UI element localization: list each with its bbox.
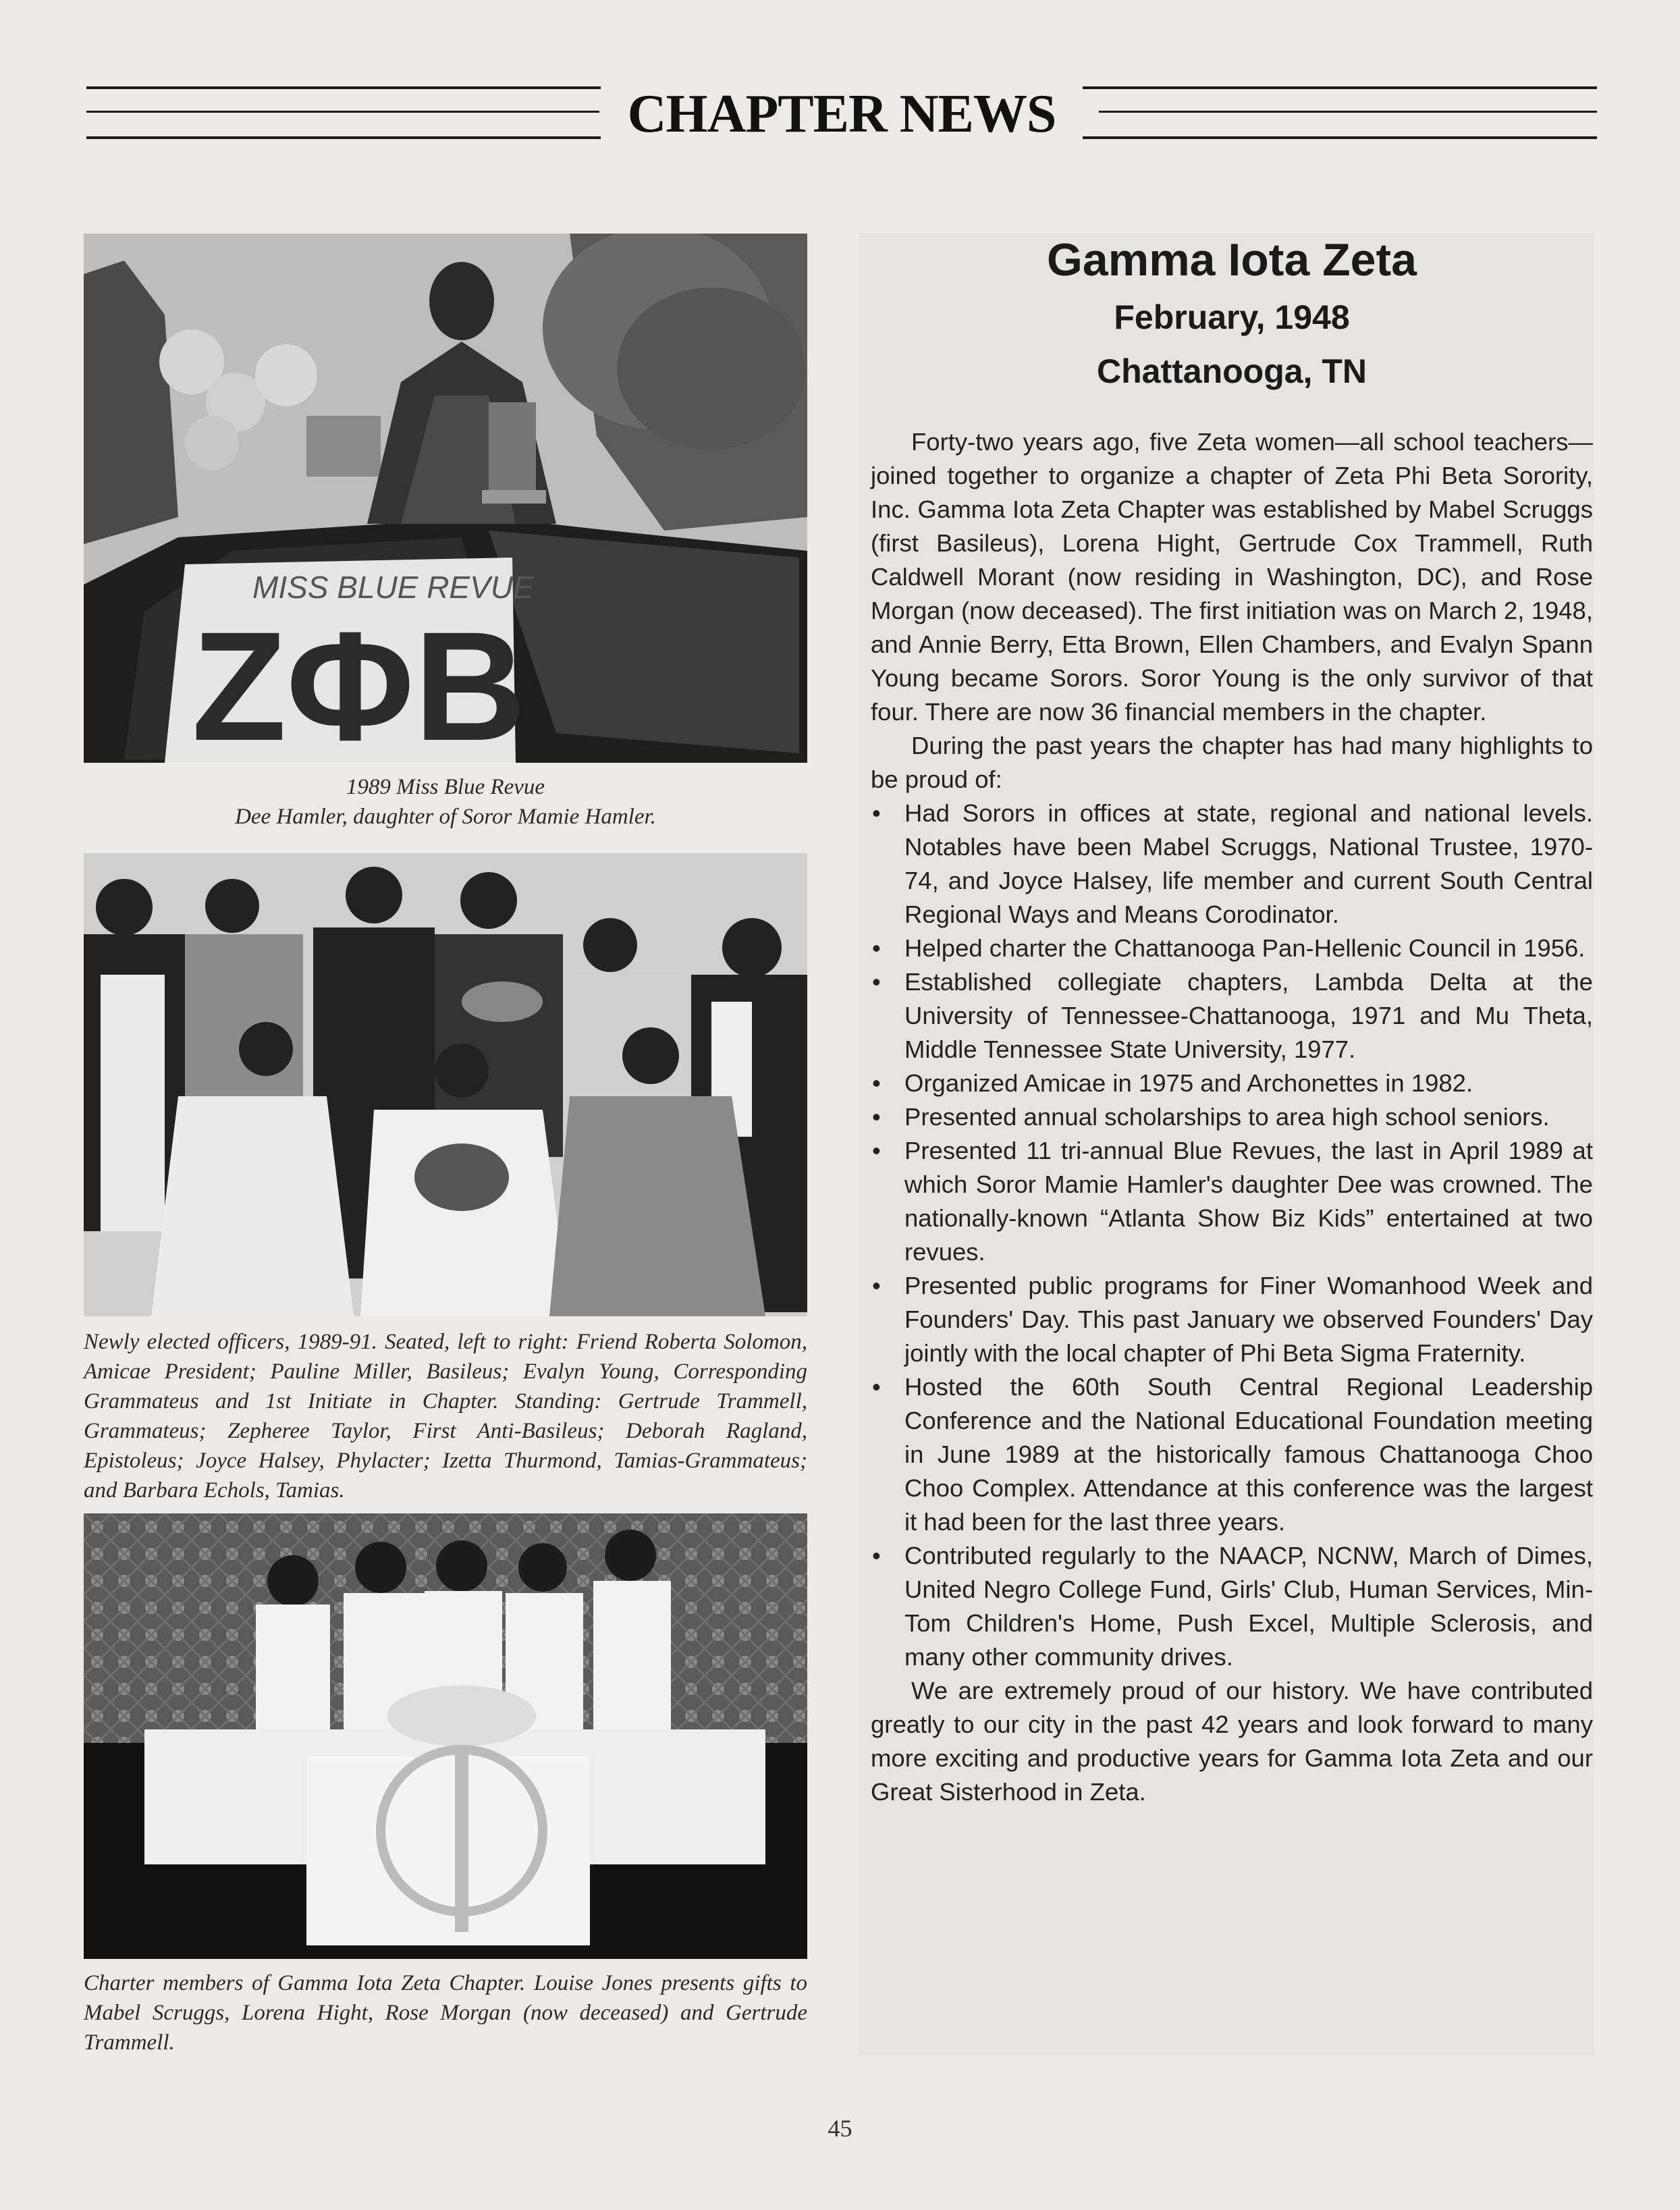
banner-letters: ZΦB (192, 599, 526, 763)
list-item: • Presented annual scholarships to area high school seniors. (871, 1100, 1593, 1134)
article-title: Gamma Iota Zeta (1047, 234, 1417, 286)
article-body (871, 425, 1593, 1809)
bullet-icon: • (872, 934, 881, 962)
page-number: 45 (828, 2115, 852, 2142)
list-item: • Presented public programs for Finer Womanhood Week and Founders' Day. This past January we observed Founders' Day jointly with the local chapter of Phi Beta Sigma Fraternity. (871, 1269, 1593, 1370)
article (871, 230, 1593, 1809)
highlights-list (871, 797, 1593, 1674)
section-title: CHAPTER NEWS (86, 84, 1597, 144)
bullet-icon: • (872, 1272, 881, 1299)
article-paragraph-2: During the past years the chapter has had many highlights to be proud of: (871, 732, 1593, 793)
photo1-caption: 1989 Miss Blue Revue Dee Hamler, daughter of Soror Mamie Hamler. (235, 775, 656, 829)
photo3-caption: Charter members of Gamma Iota Zeta Chapter. Louise Jones presents gifts to Mabel Scruggs, Lorena Hight, Rose Morgan (now deceased) and Gertrude Trammell. (84, 1971, 807, 2055)
photo-charter-members (84, 1513, 807, 1959)
bullet-icon: • (872, 968, 881, 996)
bullet-icon: • (872, 1542, 881, 1569)
article-location: Chattanooga, TN (1097, 352, 1367, 390)
list-item: • Presented 11 tri-annual Blue Revues, the last in April 1989 at which Soror Mamie Hamler's daughter Dee was crowned. The nationally-known “Atlanta Show Biz Kids” entertained at two revues. (871, 1134, 1593, 1269)
list-item: • Established collegiate chapters, Lambda Delta at the University of Tennessee-Chattanooga, 1971 and Mu Theta, Middle Tennessee State University, 1977. (871, 965, 1593, 1067)
list-item: • Organized Amicae in 1975 and Archonettes in 1982. (871, 1067, 1593, 1100)
article-date: February, 1948 (1114, 298, 1350, 336)
photo-miss-blue-revue (84, 234, 807, 763)
list-item: • Helped charter the Chattanooga Pan-Hellenic Council in 1956. (871, 932, 1593, 965)
list-item: • Had Sorors in offices at state, regional and national levels. Notables have been Mabel Scruggs, National Trustee, 1970-74, and Joyce Halsey, life member and current South Central Regional Ways and Means Corodinator. (871, 797, 1593, 932)
bullet-icon: • (872, 799, 881, 827)
list-item: • Hosted the 60th South Central Regional Leadership Conference and the National Educational Foundation meeting in June 1989 at the historically famous Chattanooga Choo Choo Complex. Attendance at this conference was the largest it had been for the last three years. (871, 1370, 1593, 1539)
list-item: • Contributed regularly to the NAACP, NCNW, March of Dimes, United Negro College Fund, Girls' Club, Human Services, Min-Tom Children's Home, Push Excel, Multiple Sclerosis, and many other community drives. (871, 1539, 1593, 1674)
article-paragraph-1: Forty-two years ago, five Zeta women—all school teachers—joined together to organize a chapter of Zeta Phi Beta Sorority, Inc. Gamma Iota Zeta Chapter was established by Mabel Scruggs (first Basileus), Lorena Hight, Gertrude Cox Trammell, Ruth Caldwell Morant (now residing in Washington, DC), and Rose Morgan (now deceased). The first initiation was on March 2, 1948, and Annie Berry, Etta Brown, Ellen Chambers, and Evalyn Spann Young became Sorors. Soror Young is the only survivor of that four. There are now 36 financial members in the chapter. (871, 428, 1593, 726)
bullet-icon: • (872, 1103, 881, 1131)
section-header (86, 82, 1597, 143)
bullet-icon: • (872, 1069, 881, 1097)
bullet-icon: • (872, 1373, 881, 1401)
banner-title: MISS BLUE REVUE (252, 570, 534, 605)
bullet-icon: • (872, 1137, 881, 1164)
photo2-caption: Newly elected officers, 1989-91. Seated, left to right: Friend Roberta Solomon, Amicae President; Pauline Miller, Basileus; Evalyn Young, Corresponding Grammateus and 1st Initiate in Chapter. Standing: Gertrude Trammell, Grammateus; Zepheree Taylor, First Anti-Basileus; Deborah Ragland, Epistoleus; Joyce Halsey, Phylacter; Izetta Thurmond, Tamias-Grammateus; and Barbara Echols, Tamias. (84, 1330, 807, 1503)
article-paragraph-3: We are extremely proud of our history. We have contributed greatly to our city in the past 42 years and look forward to many more exciting and productive years for Gamma Iota Zeta and our Great Sisterhood in Zeta. (871, 1677, 1593, 1806)
photo-newly-elected-officers (84, 853, 807, 1316)
